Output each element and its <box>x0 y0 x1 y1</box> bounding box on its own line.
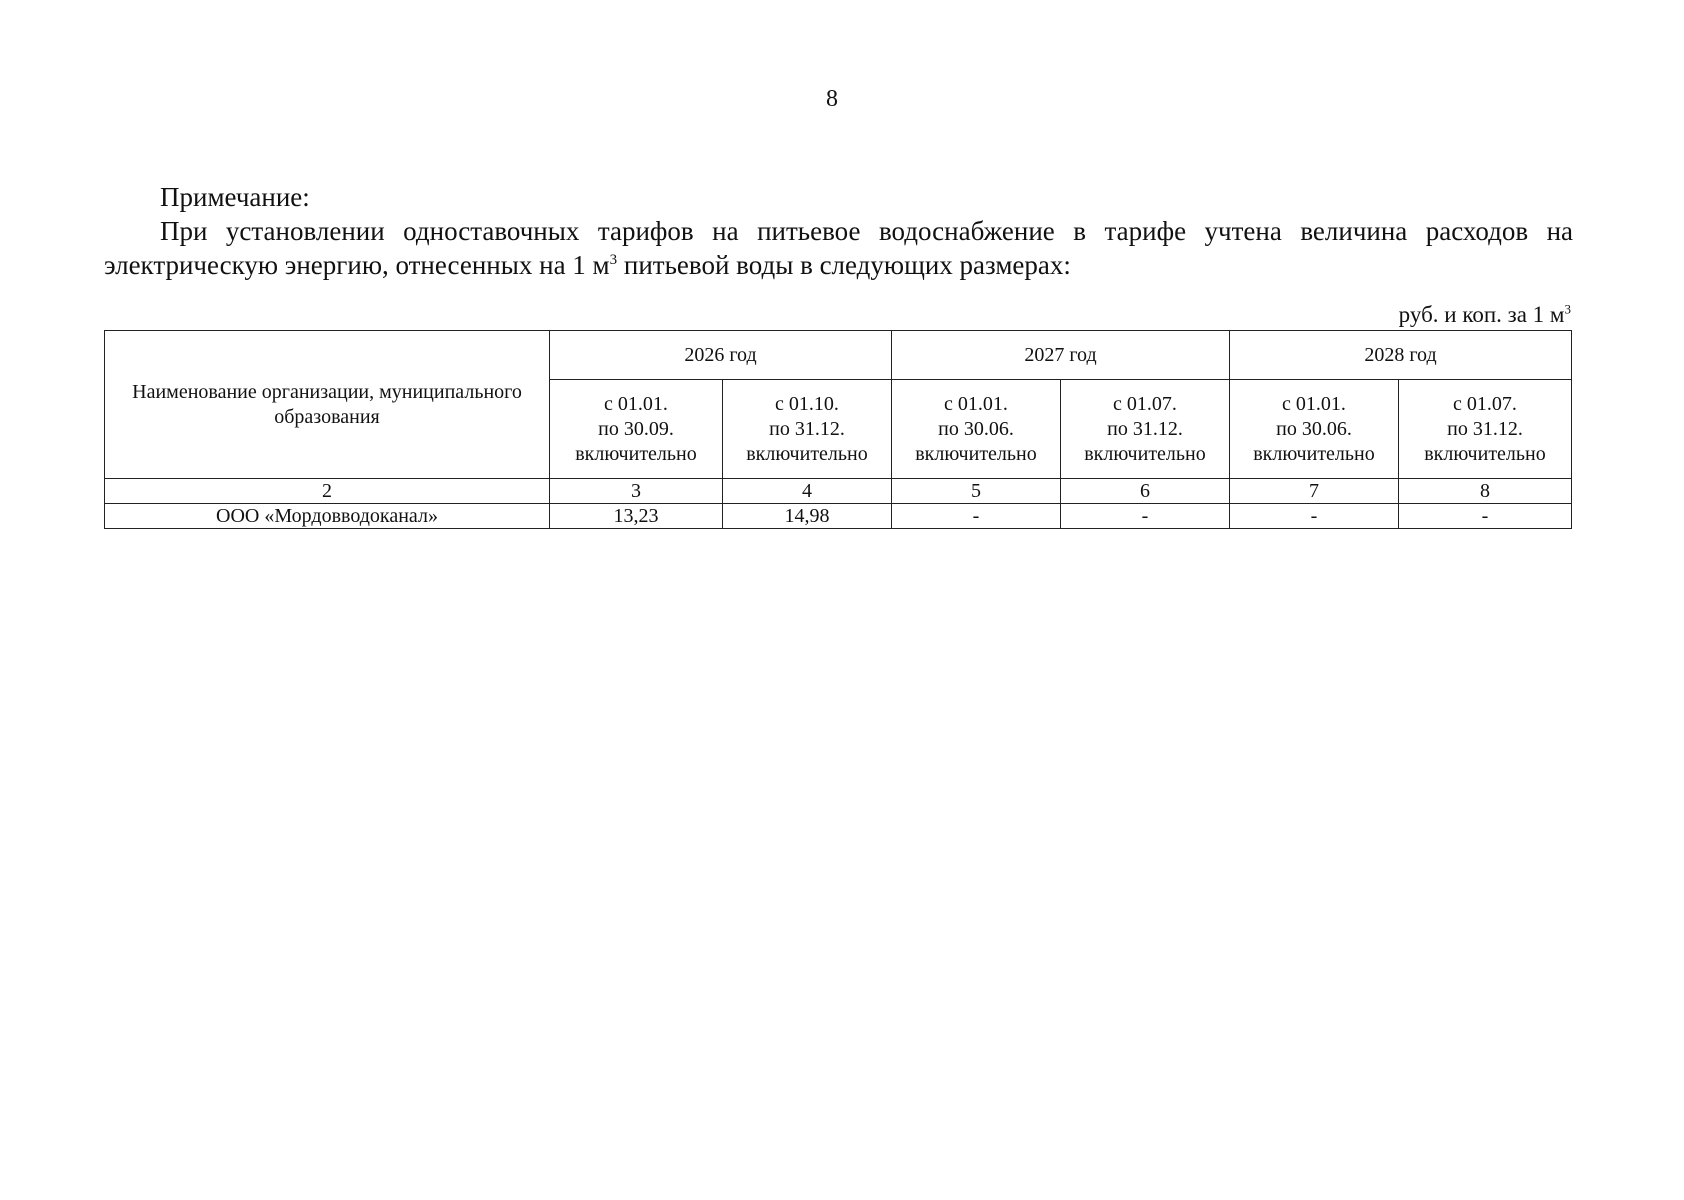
period-header: с 01.01. по 30.09. включительно <box>550 380 723 479</box>
column-number: 5 <box>892 479 1061 504</box>
period-header: с 01.07. по 31.12. включительно <box>1399 380 1572 479</box>
column-number: 6 <box>1061 479 1230 504</box>
note-block <box>104 180 1573 282</box>
tariff-value: 13,23 <box>550 504 723 529</box>
note-title: Примечание: <box>160 182 310 212</box>
table-row <box>105 504 1572 529</box>
tariff-table <box>104 330 1572 529</box>
column-number: 3 <box>550 479 723 504</box>
year-header-2028: 2028 год <box>1230 331 1572 380</box>
unit-label <box>100 302 1571 328</box>
column-number-row <box>105 479 1572 504</box>
column-number: 2 <box>105 479 550 504</box>
note-text-part1: При установлении одноставочных тарифов на питьевое водоснабжение в тарифе учтена величина расходов на электрическую энергию, отнесенных на 1 м <box>104 216 1573 280</box>
period-header: с 01.07. по 31.12. включительно <box>1061 380 1230 479</box>
column-number: 7 <box>1230 479 1399 504</box>
year-header-row <box>105 331 1572 380</box>
period-header: с 01.01. по 30.06. включительно <box>892 380 1061 479</box>
unit-superscript: 3 <box>1564 301 1571 317</box>
tariff-value: - <box>892 504 1061 529</box>
tariff-value: 14,98 <box>723 504 892 529</box>
column-number: 4 <box>723 479 892 504</box>
note-superscript: 3 <box>609 252 618 268</box>
period-header: с 01.01. по 30.06. включительно <box>1230 380 1399 479</box>
unit-text: руб. и коп. за 1 м <box>1398 302 1565 327</box>
organization-name: ООО «Мордовводоканал» <box>105 504 550 529</box>
organization-column-header: Наименование организации, муниципального образования <box>105 331 550 479</box>
year-header-2027: 2027 год <box>892 331 1230 380</box>
tariff-value: - <box>1230 504 1399 529</box>
page-number: 8 <box>826 86 838 112</box>
tariff-value: - <box>1061 504 1230 529</box>
period-header: с 01.10. по 31.12. включительно <box>723 380 892 479</box>
year-header-2026: 2026 год <box>550 331 892 380</box>
note-paragraph <box>104 214 1573 282</box>
tariff-value: - <box>1399 504 1572 529</box>
note-text-part2: питьевой воды в следующих размерах: <box>617 250 1071 280</box>
column-number: 8 <box>1399 479 1572 504</box>
